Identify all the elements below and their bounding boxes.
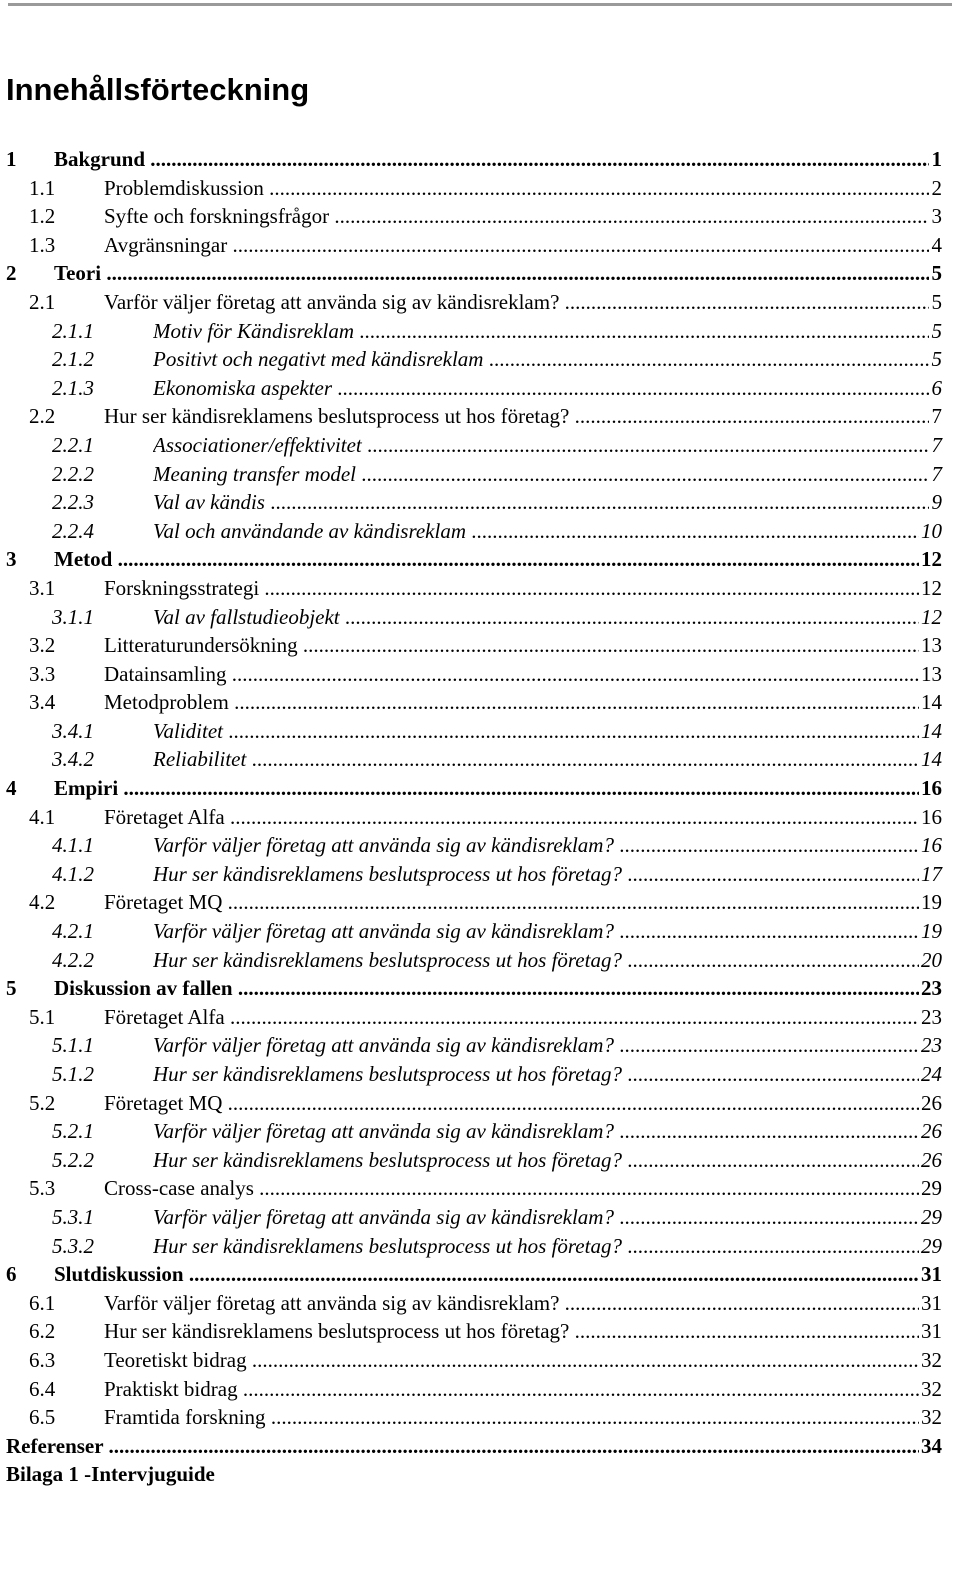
toc-entry-title: Hur ser kändisreklamens beslutsprocess ut hos företag? .....	[104, 402, 929, 431]
toc-entry-page: 5	[931, 317, 943, 346]
toc-entry-number: 5	[6, 976, 17, 1001]
toc-entry-page: 31	[920, 1317, 942, 1346]
toc-entry[interactable]	[0, 688, 942, 717]
toc-entry-title: Företaget Alfa .....	[104, 1003, 919, 1032]
toc-entry[interactable]	[0, 1146, 942, 1175]
toc-entry[interactable]	[0, 1232, 942, 1261]
toc-entry-number: 2.2	[29, 404, 56, 429]
toc-entry-page: 2	[931, 174, 943, 203]
toc-entry-page: 5	[931, 345, 943, 374]
toc-entry-page: 23	[920, 974, 942, 1003]
toc-entry-number: 4.2	[29, 890, 56, 915]
toc-entry[interactable]	[0, 1403, 942, 1432]
toc-entry[interactable]	[0, 202, 942, 231]
toc-entry[interactable]	[0, 517, 942, 546]
toc-entry-page: 29	[920, 1174, 942, 1203]
page-title: Innehållsförteckning	[6, 72, 310, 107]
toc-entry-title: Litteraturundersökning .....	[104, 631, 919, 660]
toc-entry-title: Bakgrund .....	[54, 145, 929, 174]
toc-entry[interactable]	[0, 1089, 942, 1118]
toc-entry[interactable]	[0, 1460, 942, 1489]
toc-entry-number: 5.3	[29, 1176, 56, 1201]
toc-entry-title: Slutdiskussion .....	[54, 1260, 919, 1289]
toc-entry-number: 5.3.2	[52, 1233, 94, 1258]
toc-entry[interactable]	[0, 603, 942, 632]
toc-entry-number: 2.2.1	[52, 432, 94, 457]
toc-entry-title: Hur ser kändisreklamens beslutsprocess ut hos företag? .....	[153, 1232, 919, 1261]
toc-entry-number: 5.1	[29, 1004, 56, 1029]
toc-entry-number: 4.2.2	[52, 947, 94, 972]
toc-entry-title: Hur ser kändisreklamens beslutsprocess ut hos företag? .....	[153, 946, 919, 975]
toc-entry[interactable]	[0, 774, 942, 803]
toc-entry-title: Framtida forskning .....	[104, 1403, 919, 1432]
toc-entry-number: 2.1	[29, 289, 56, 314]
toc-entry-page: 7	[931, 431, 943, 460]
toc-entry-page: 29	[920, 1203, 942, 1232]
toc-entry-number: 4.2.1	[52, 919, 94, 944]
toc-entry-title: Varför väljer företag att använda sig av kändisreklam? .....	[153, 831, 919, 860]
toc-entry[interactable]	[0, 1174, 942, 1203]
toc-entry-title: Motiv för Kändisreklam .....	[153, 317, 929, 346]
toc-entry[interactable]	[0, 402, 942, 431]
toc-entry[interactable]	[0, 831, 942, 860]
toc-entry[interactable]	[0, 431, 942, 460]
toc-entry[interactable]	[0, 1060, 942, 1089]
toc-entry[interactable]	[0, 1317, 942, 1346]
toc-entry-number: 6.3	[29, 1347, 56, 1372]
toc-entry-title: Val och användande av kändisreklam .....	[153, 517, 919, 546]
toc-entry-title: Metod .....	[54, 545, 919, 574]
toc-entry[interactable]	[0, 717, 942, 746]
toc-entry-title: Positivt och negativt med kändisreklam .....	[153, 345, 929, 374]
toc-entry-number: 6.5	[29, 1405, 56, 1430]
toc-entry-title: Cross-case analys .....	[104, 1174, 919, 1203]
toc-entry-title: Hur ser kändisreklamens beslutsprocess ut hos företag? .....	[153, 1146, 919, 1175]
toc-entry-number: 4.1.1	[52, 833, 94, 858]
toc-entry-page: 5	[931, 259, 943, 288]
toc-entry-page: 32	[920, 1403, 942, 1432]
toc-entry-page: 3	[931, 202, 943, 231]
toc-entry-number: 2.2.2	[52, 461, 94, 486]
toc-entry-title: Referenser .....	[6, 1432, 919, 1461]
toc-entry-title: Meaning transfer model .....	[153, 460, 929, 489]
toc-entry-page: 6	[931, 374, 943, 403]
toc-entry-title: Diskussion av fallen .....	[54, 974, 919, 1003]
toc-entry[interactable]	[0, 660, 942, 689]
toc-entry-number: 5.1.2	[52, 1062, 94, 1086]
toc-entry-page: 16	[920, 774, 942, 803]
toc-entry-page: 12	[920, 603, 942, 632]
toc-entry-title: Empiri .....	[54, 774, 919, 803]
toc-entry-title: Företaget Alfa .....	[104, 803, 919, 832]
toc-entry-page: 12	[920, 574, 942, 603]
toc-entry-page: 12	[920, 545, 942, 574]
toc-entry[interactable]	[0, 1117, 942, 1146]
toc-entry-title: Företaget MQ .....	[104, 1089, 919, 1118]
toc-entry[interactable]	[0, 631, 942, 660]
table-of-contents	[0, 145, 942, 1489]
toc-entry-title: Teoretiskt bidrag .....	[104, 1346, 919, 1375]
toc-entry-page: 20	[920, 946, 942, 975]
toc-entry-number: 5.2.1	[52, 1119, 94, 1144]
toc-entry[interactable]	[0, 174, 942, 203]
toc-entry[interactable]	[0, 888, 942, 917]
toc-entry-number: 2.1.2	[52, 347, 94, 372]
toc-entry-title: Varför väljer företag att använda sig av kändisreklam? .....	[104, 1289, 919, 1318]
toc-entry-page: 31	[920, 1289, 942, 1318]
toc-entry[interactable]	[0, 860, 942, 889]
toc-entry-number: 3.3	[29, 661, 56, 686]
toc-entry-page: 16	[920, 803, 942, 832]
toc-entry-page: 23	[920, 1003, 942, 1032]
toc-entry-page: 10	[920, 517, 942, 546]
toc-entry-number: 3.4.1	[52, 718, 94, 743]
toc-entry[interactable]	[0, 545, 942, 574]
toc-entry-number: 3.2	[29, 633, 56, 658]
toc-entry[interactable]	[0, 574, 942, 603]
toc-entry-number: 3.1	[29, 575, 56, 600]
toc-entry-title: Varför väljer företag att använda sig av kändisreklam? .....	[104, 288, 929, 317]
toc-entry-page: 14	[920, 717, 942, 746]
top-rule	[8, 3, 952, 6]
toc-entry-title: Syfte och forskningsfrågor .....	[104, 202, 929, 231]
toc-entry-page: 1	[931, 145, 943, 174]
toc-entry-title: Ekonomiska aspekter .....	[153, 374, 929, 403]
toc-entry-number: 6.1	[29, 1290, 56, 1315]
toc-entry[interactable]	[0, 1289, 942, 1318]
toc-entry-page: 4	[931, 231, 943, 260]
toc-entry-number: 5.1.1	[52, 1033, 94, 1058]
toc-entry[interactable]	[0, 803, 942, 832]
toc-entry[interactable]	[0, 460, 942, 489]
toc-entry-page: 29	[920, 1232, 942, 1261]
toc-entry-page: 24	[920, 1060, 942, 1089]
toc-entry-number: 2	[6, 261, 17, 286]
toc-entry-number: 1.3	[29, 232, 56, 257]
toc-entry-number: 4.1	[29, 804, 56, 829]
toc-entry-page: 9	[931, 488, 943, 517]
toc-entry-title: Hur ser kändisreklamens beslutsprocess ut hos företag? .....	[153, 860, 919, 889]
toc-entry-number: 2.2.4	[52, 518, 94, 543]
toc-entry-title: Hur ser kändisreklamens beslutsprocess ut hos företag? .....	[153, 1060, 919, 1089]
toc-entry-number: 4.1.2	[52, 861, 94, 886]
toc-entry-page: 26	[920, 1146, 942, 1175]
toc-entry-title: Varför väljer företag att använda sig av kändisreklam? .....	[153, 917, 919, 946]
toc-entry-page: 14	[920, 745, 942, 774]
toc-entry-title: Varför väljer företag att använda sig av kändisreklam? .....	[153, 1031, 919, 1060]
toc-entry-page: 31	[920, 1260, 942, 1289]
toc-entry[interactable]	[0, 288, 942, 317]
toc-entry-number: 5.2.2	[52, 1147, 94, 1172]
toc-entry-number: 5.2	[29, 1090, 56, 1115]
toc-entry[interactable]	[0, 231, 942, 260]
toc-entry[interactable]	[0, 488, 942, 517]
toc-entry[interactable]	[0, 145, 942, 174]
toc-entry-title: Validitet .....	[153, 717, 919, 746]
toc-entry[interactable]	[0, 745, 942, 774]
toc-entry[interactable]	[0, 974, 942, 1003]
toc-entry-title: Företaget MQ .....	[104, 888, 919, 917]
toc-entry-page: 23	[920, 1031, 942, 1060]
toc-entry-title: Hur ser kändisreklamens beslutsprocess ut hos företag? .....	[104, 1317, 919, 1346]
toc-entry-title: Datainsamling .....	[104, 660, 919, 689]
toc-entry-page: 26	[920, 1089, 942, 1118]
toc-entry-number: 3.1.1	[52, 604, 94, 629]
toc-entry-title: Problemdiskussion .....	[104, 174, 929, 203]
toc-entry-number: 6.4	[29, 1376, 56, 1401]
toc-entry[interactable]	[0, 1432, 942, 1461]
toc-entry-number: 2.1.1	[52, 318, 94, 343]
toc-entry-page: 14	[920, 688, 942, 717]
toc-entry-number: 2.1.3	[52, 375, 94, 400]
toc-entry-title: Reliabilitet .....	[153, 745, 919, 774]
toc-entry-page: 17	[920, 860, 942, 889]
toc-entry-page: 32	[920, 1346, 942, 1375]
toc-entry[interactable]	[0, 946, 942, 975]
toc-entry[interactable]	[0, 1203, 942, 1232]
toc-entry-title: Val av fallstudieobjekt .....	[153, 603, 919, 632]
toc-entry[interactable]	[0, 317, 942, 346]
toc-entry-number: 5.3.1	[52, 1204, 94, 1229]
toc-entry-number: 6.2	[29, 1319, 56, 1344]
toc-entry[interactable]	[0, 1346, 942, 1375]
toc-entry-number: 4	[6, 776, 17, 801]
toc-entry-page: 16	[920, 831, 942, 860]
toc-entry-title: Varför väljer företag att använda sig av kändisreklam? .....	[153, 1203, 919, 1232]
toc-entry-number: 1	[6, 147, 17, 171]
toc-entry[interactable]	[0, 1003, 942, 1032]
toc-entry-page: 19	[920, 917, 942, 946]
toc-entry-page: 13	[920, 631, 942, 660]
toc-entry-title: Praktiskt bidrag .....	[104, 1375, 919, 1404]
toc-entry-title: Associationer/effektivitet .....	[153, 431, 929, 460]
toc-entry-title: Avgränsningar .....	[104, 231, 929, 260]
toc-entry[interactable]	[0, 345, 942, 374]
toc-entry-page: 7	[931, 402, 943, 431]
toc-entry[interactable]	[0, 1375, 942, 1404]
toc-entry-page: 32	[920, 1375, 942, 1404]
toc-entry-number: 3.4	[29, 690, 56, 715]
toc-entry[interactable]	[0, 917, 942, 946]
toc-entry-number: 6	[6, 1262, 17, 1287]
toc-entry-title: Bilaga 1 -Intervjuguide	[6, 1462, 215, 1487]
toc-entry-number: 2.2.3	[52, 490, 94, 515]
toc-entry-number: 3.4.2	[52, 747, 94, 772]
toc-entry-number: 1.2	[29, 204, 56, 229]
toc-entry-title: Val av kändis .....	[153, 488, 929, 517]
toc-entry-page: 7	[931, 460, 943, 489]
toc-entry-page: 19	[920, 888, 942, 917]
toc-entry-title: Teori .....	[54, 259, 929, 288]
toc-entry-page: 5	[931, 288, 943, 317]
toc-entry-number: 3	[6, 547, 17, 572]
toc-entry-title: Metodproblem .....	[104, 688, 919, 717]
toc-entry-title: Forskningsstrategi .....	[104, 574, 919, 603]
toc-entry[interactable]	[0, 1260, 942, 1289]
toc-entry-title: Varför väljer företag att använda sig av kändisreklam? .....	[153, 1117, 919, 1146]
toc-entry-page: 13	[920, 660, 942, 689]
toc-entry-number: 1.1	[29, 175, 56, 200]
toc-entry[interactable]	[0, 259, 942, 288]
toc-entry-page: 26	[920, 1117, 942, 1146]
toc-entry[interactable]	[0, 1031, 942, 1060]
toc-entry-page: 34	[920, 1432, 942, 1461]
toc-entry[interactable]	[0, 374, 942, 403]
